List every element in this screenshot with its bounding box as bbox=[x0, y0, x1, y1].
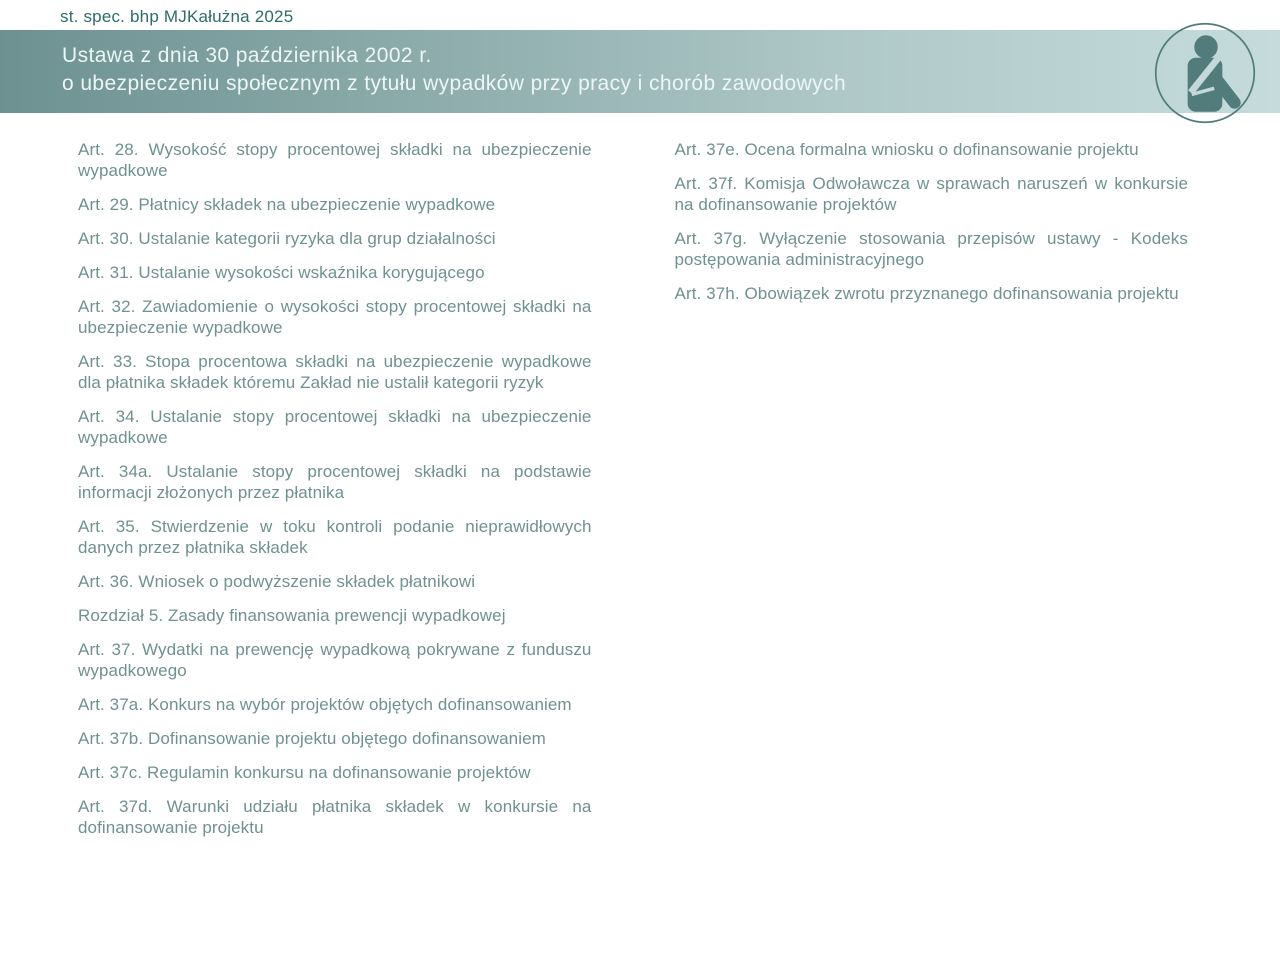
toc-item: Art. 37a. Konkurs na wybór projektów objętych dofinansowaniem bbox=[78, 695, 572, 714]
toc-item: Art. 35. Stwierdzenie w toku kontroli podanie nieprawidłowych danych przez płatnika składek bbox=[78, 517, 592, 557]
toc-item: Art. 29. Płatnicy składek na ubezpieczenie wypadkowe bbox=[78, 195, 496, 214]
toc-item: Art. 37d. Warunki udziału płatnika składek w konkursie na dofinansowanie projektu bbox=[78, 797, 592, 837]
toc-item: Art. 37f. Komisja Odwoławcza w sprawach naruszeń w konkursie na dofinansowanie projektów bbox=[674, 174, 1188, 214]
slide-title bbox=[62, 42, 846, 98]
toc-item: Art. 37. Wydatki na prewencję wypadkową pokrywane z funduszu wypadkowego bbox=[78, 640, 592, 680]
slide-title-line-2: o ubezpieczeniu społecznym z tytułu wypadków przy pracy i chorób zawodowych bbox=[62, 72, 847, 95]
injured-person-emblem bbox=[1154, 22, 1256, 124]
toc-item: Art. 32. Zawiadomienie o wysokości stopy procentowej składki na ubezpieczenie wypadkowe bbox=[78, 297, 592, 337]
toc-item: Art. 37b. Dofinansowanie projektu objętego dofinansowaniem bbox=[78, 729, 546, 748]
toc-item: Art. 34a. Ustalanie stopy procentowej składki na podstawie informacji złożonych przez płatnika bbox=[78, 462, 592, 502]
toc-item: Art. 34. Ustalanie stopy procentowej składki na ubezpieczenie wypadkowe bbox=[78, 407, 592, 447]
slide-top-label: st. spec. bhp MJKałużna 2025 bbox=[60, 7, 294, 26]
slide-title-line-1: Ustawa z dnia 30 października 2002 r. bbox=[62, 44, 432, 67]
toc-item: Rozdział 5. Zasady finansowania prewencji wypadkowej bbox=[78, 606, 506, 625]
toc-item: Art. 30. Ustalanie kategorii ryzyka dla grup działalności bbox=[78, 229, 496, 248]
toc-item: Art. 37e. Ocena formalna wniosku o dofinansowanie projektu bbox=[674, 140, 1139, 159]
toc-item: Art. 33. Stopa procentowa składki na ubezpieczenie wypadkowe dla płatnika składek któremu Zakład nie ustalił kategorii ryzyk bbox=[78, 352, 592, 392]
toc-item: Art. 37c. Regulamin konkursu na dofinansowanie projektów bbox=[78, 763, 531, 782]
article-list-left-column bbox=[78, 139, 592, 851]
article-list bbox=[78, 139, 1188, 851]
toc-item: Art. 37h. Obowiązek zwrotu przyznanego dofinansowania projektu bbox=[674, 284, 1179, 303]
toc-item: Art. 28. Wysokość stopy procentowej składki na ubezpieczenie wypadkowe bbox=[78, 140, 592, 180]
toc-item: Art. 37g. Wyłączenie stosowania przepisów ustawy - Kodeks postępowania administracyjnego bbox=[674, 229, 1188, 269]
toc-item: Art. 36. Wniosek o podwyższenie składek płatnikowi bbox=[78, 572, 476, 591]
article-list-right-column bbox=[675, 139, 1189, 851]
person-head bbox=[1194, 35, 1217, 58]
injured-person-icon bbox=[1154, 22, 1256, 124]
header-band bbox=[0, 30, 1280, 113]
toc-item: Art. 31. Ustalanie wysokości wskaźnika korygującego bbox=[78, 263, 485, 282]
